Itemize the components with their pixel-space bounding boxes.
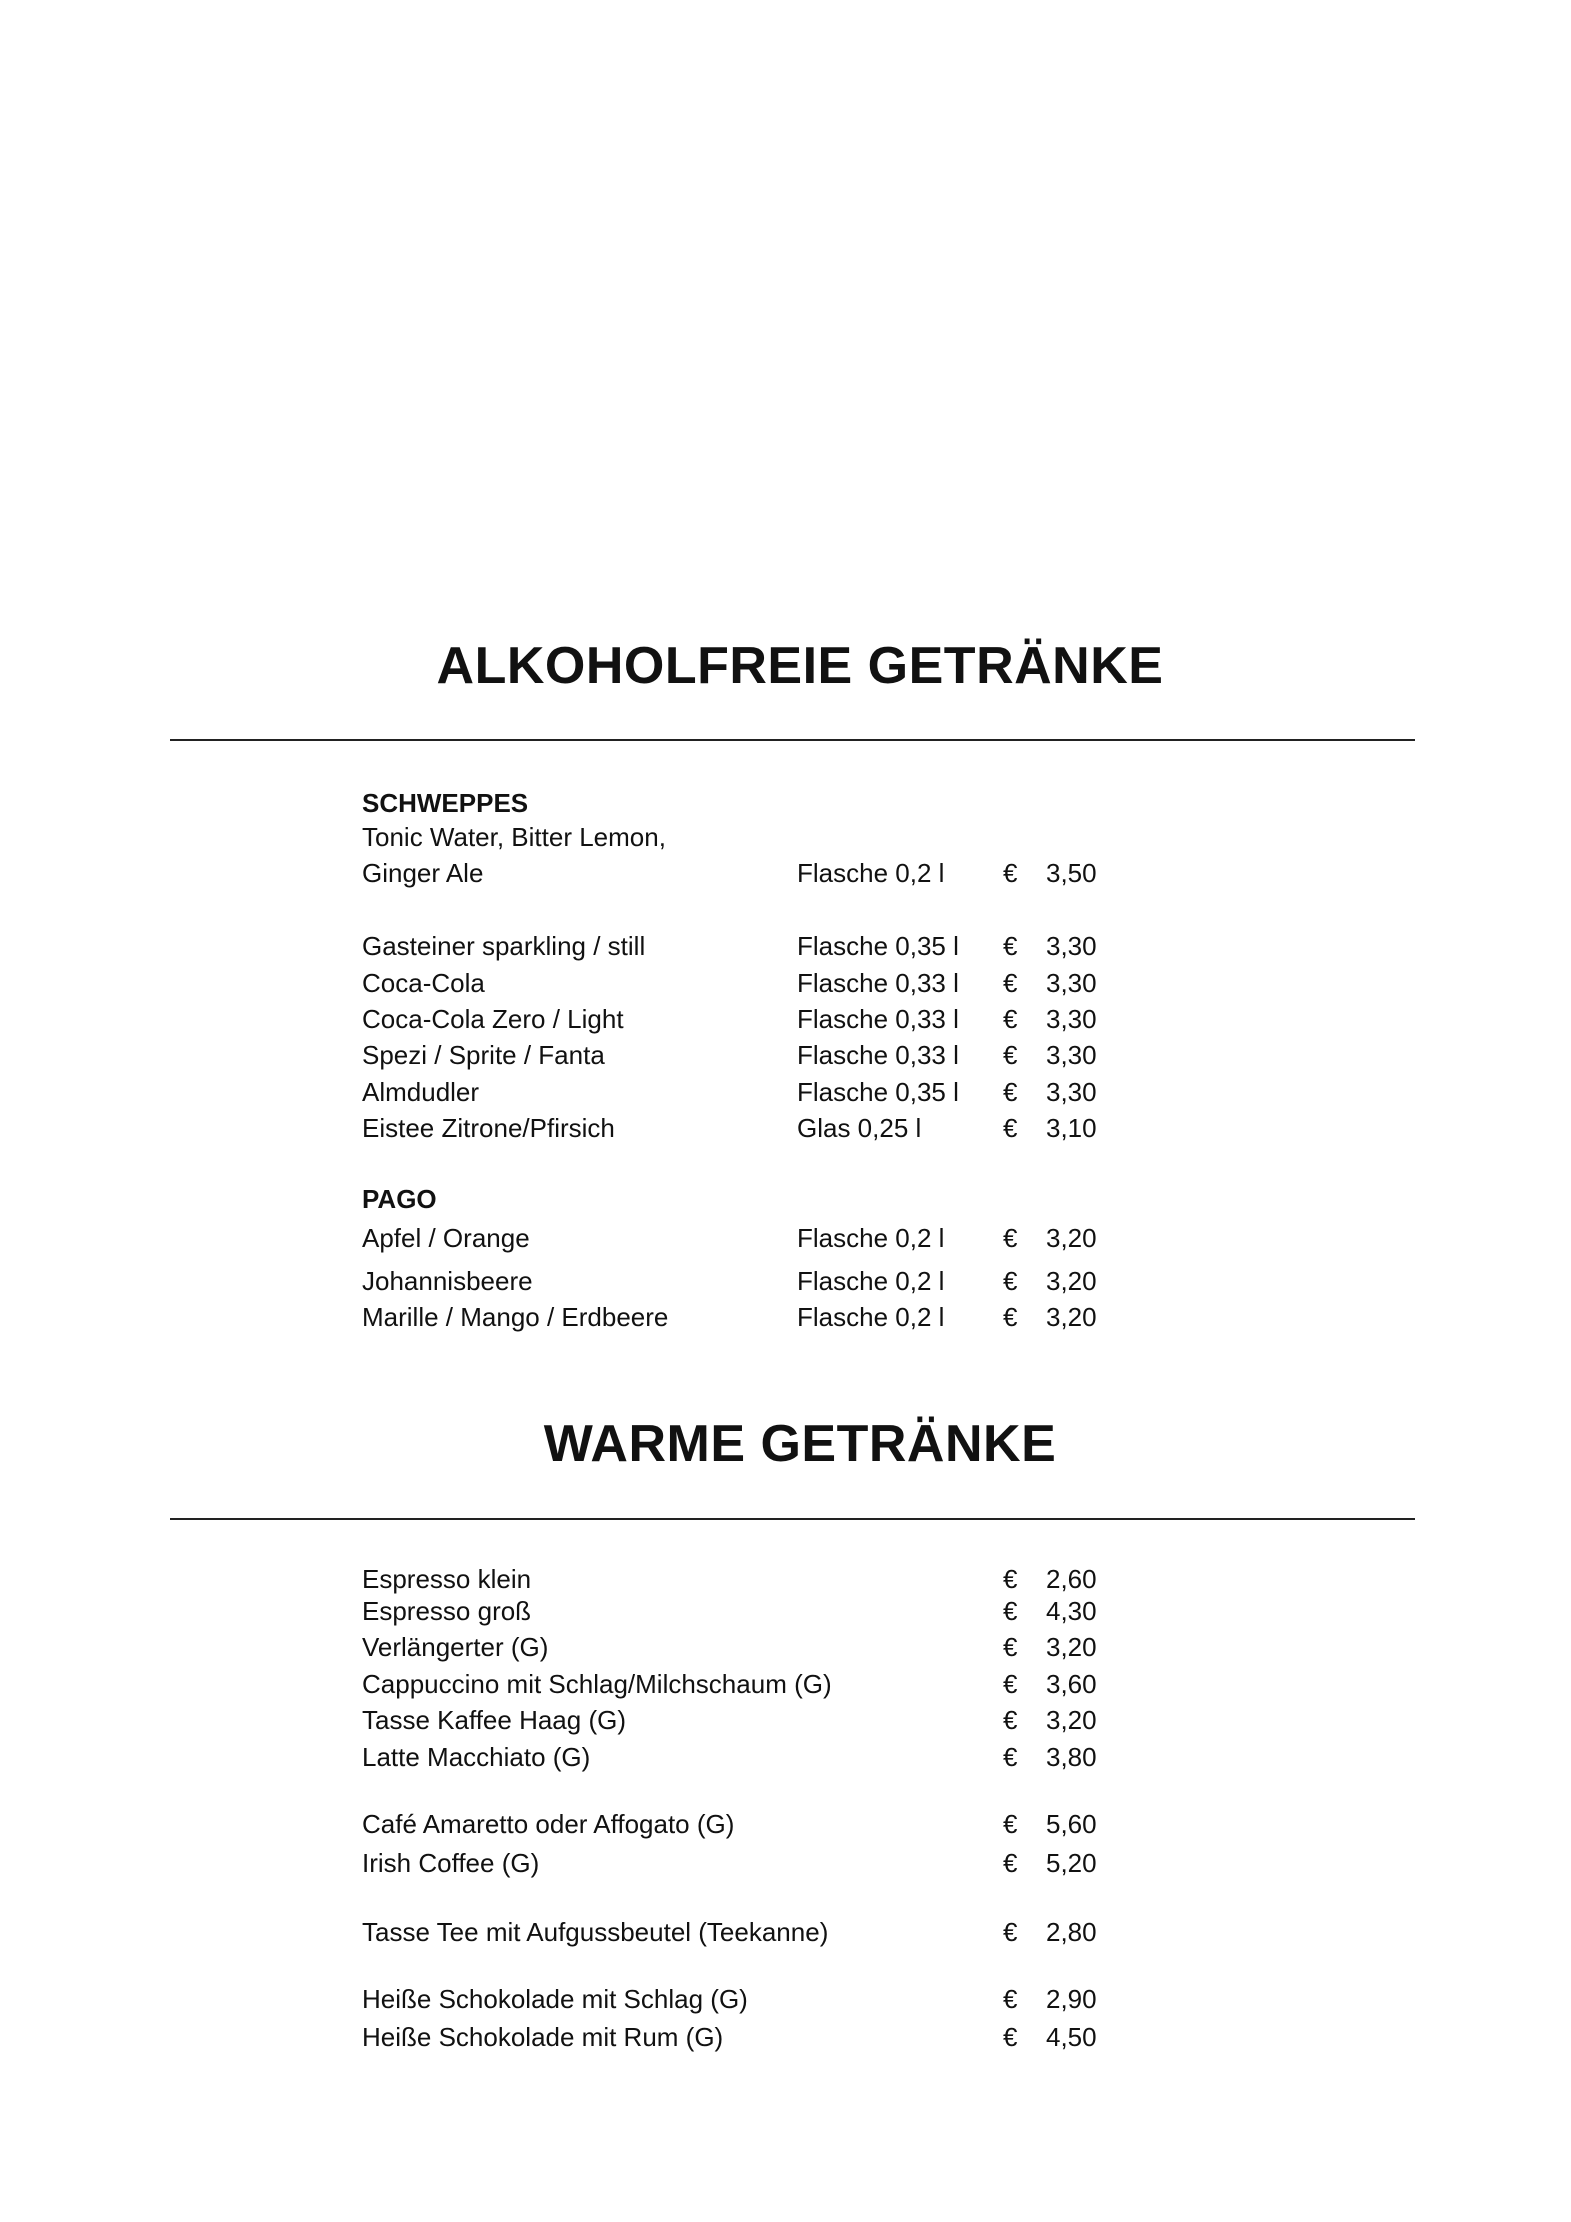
item-name: Apfel / Orange: [362, 1223, 530, 1253]
section-title-warm: WARME GETRÄNKE: [543, 1415, 1057, 1473]
item-name: Tasse Tee mit Aufgussbeutel (Teekanne): [362, 1917, 829, 1947]
item-name: Ginger Ale: [362, 858, 484, 888]
item-size: Flasche 0,2 l: [797, 1302, 945, 1332]
list-item: [0, 966, 1571, 1000]
item-price: 5,60: [1046, 1809, 1097, 1839]
item-price: 3,30: [1046, 1077, 1097, 1107]
item-name: Johannisbeere: [362, 1266, 533, 1296]
currency-symbol: €: [1003, 1040, 1018, 1070]
currency-symbol: €: [1003, 1742, 1018, 1772]
group-label-pago: PAGO: [362, 1184, 437, 1214]
item-price: 3,60: [1046, 1669, 1097, 1699]
currency-symbol: €: [1003, 1632, 1018, 1662]
item-name: Espresso groß: [362, 1596, 532, 1626]
list-item: [0, 1300, 1571, 1334]
item-name: Coca-Cola: [362, 968, 485, 998]
currency-symbol: €: [1003, 1705, 1018, 1735]
item-size: Flasche 0,2 l: [797, 1266, 945, 1296]
item-size: Flasche 0,33 l: [797, 1040, 959, 1070]
currency-symbol: €: [1003, 931, 1018, 961]
section-title-alkoholfrei: ALKOHOLFREIE GETRÄNKE: [436, 637, 1164, 695]
list-item: [0, 1562, 1571, 1596]
item-price: 3,20: [1046, 1632, 1097, 1662]
list-item: [0, 1667, 1571, 1701]
currency-symbol: €: [1003, 1302, 1018, 1332]
item-size: Flasche 0,33 l: [797, 1004, 959, 1034]
item-price: 2,60: [1046, 1564, 1097, 1594]
item-price: 2,80: [1046, 1917, 1097, 1947]
divider-alkoholfrei: [170, 739, 1415, 741]
list-item: [0, 1807, 1571, 1841]
item-price: 3,20: [1046, 1302, 1097, 1332]
currency-symbol: €: [1003, 1113, 1018, 1143]
item-name: Verlängerter (G): [362, 1632, 549, 1662]
list-item: [0, 856, 1571, 890]
item-name: Heiße Schokolade mit Rum (G): [362, 2022, 724, 2052]
item-price: 2,90: [1046, 1984, 1097, 2014]
list-item: [0, 1075, 1571, 1109]
list-item: [0, 929, 1571, 963]
item-price: 3,30: [1046, 931, 1097, 961]
group-label-schweppes: SCHWEPPES: [362, 788, 529, 818]
list-item: [0, 1264, 1571, 1298]
item-size: Flasche 0,35 l: [797, 931, 959, 961]
item-size: Flasche 0,35 l: [797, 1077, 959, 1107]
currency-symbol: €: [1003, 1004, 1018, 1034]
list-item: [0, 1111, 1571, 1145]
list-item: [0, 1221, 1571, 1255]
currency-symbol: €: [1003, 1223, 1018, 1253]
item-size: Flasche 0,2 l: [797, 858, 945, 888]
currency-symbol: €: [1003, 1809, 1018, 1839]
currency-symbol: €: [1003, 1564, 1018, 1594]
item-name: Cappuccino mit Schlag/Milchschaum (G): [362, 1669, 832, 1699]
item-name: Spezi / Sprite / Fanta: [362, 1040, 605, 1070]
list-item: [0, 2020, 1571, 2054]
item-price: 3,30: [1046, 1040, 1097, 1070]
currency-symbol: €: [1003, 858, 1018, 888]
item-price: 3,20: [1046, 1266, 1097, 1296]
item-price: 3,20: [1046, 1705, 1097, 1735]
item-size: Glas 0,25 l: [797, 1113, 922, 1143]
item-name: Heiße Schokolade mit Schlag (G): [362, 1984, 748, 2014]
item-name: Irish Coffee (G): [362, 1848, 540, 1878]
item-price: 3,20: [1046, 1223, 1097, 1253]
item-price: 5,20: [1046, 1848, 1097, 1878]
item-name: Marille / Mango / Erdbeere: [362, 1302, 669, 1332]
item-name: Gasteiner sparkling / still: [362, 931, 646, 961]
divider-warm: [170, 1518, 1415, 1520]
list-item: [0, 1915, 1571, 1949]
currency-symbol: €: [1003, 968, 1018, 998]
list-item: [0, 1038, 1571, 1072]
item-price: 3,30: [1046, 1004, 1097, 1034]
currency-symbol: €: [1003, 1077, 1018, 1107]
item-size: Flasche 0,2 l: [797, 1223, 945, 1253]
item-price: 3,50: [1046, 858, 1097, 888]
item-name: Espresso klein: [362, 1564, 532, 1594]
item-name: Coca-Cola Zero / Light: [362, 1004, 624, 1034]
list-item: [0, 1982, 1571, 2016]
currency-symbol: €: [1003, 1669, 1018, 1699]
list-item: [0, 1002, 1571, 1036]
currency-symbol: €: [1003, 1596, 1018, 1626]
list-item: [0, 1703, 1571, 1737]
item-price: 4,30: [1046, 1596, 1097, 1626]
list-item: [0, 1594, 1571, 1628]
list-item: [0, 820, 1571, 854]
currency-symbol: €: [1003, 1266, 1018, 1296]
item-size: Flasche 0,33 l: [797, 968, 959, 998]
currency-symbol: €: [1003, 1848, 1018, 1878]
currency-symbol: €: [1003, 2022, 1018, 2052]
item-price: 3,10: [1046, 1113, 1097, 1143]
item-price: 3,30: [1046, 968, 1097, 998]
item-name: Café Amaretto oder Affogato (G): [362, 1809, 735, 1839]
item-name: Tonic Water, Bitter Lemon,: [362, 822, 666, 852]
currency-symbol: €: [1003, 1984, 1018, 2014]
item-name: Tasse Kaffee Haag (G): [362, 1705, 626, 1735]
item-price: 4,50: [1046, 2022, 1097, 2052]
item-price: 3,80: [1046, 1742, 1097, 1772]
list-item: [0, 1740, 1571, 1774]
list-item: [0, 1846, 1571, 1880]
item-name: Almdudler: [362, 1077, 480, 1107]
item-name: Eistee Zitrone/Pfirsich: [362, 1113, 615, 1143]
list-item: [0, 1630, 1571, 1664]
currency-symbol: €: [1003, 1917, 1018, 1947]
item-name: Latte Macchiato (G): [362, 1742, 591, 1772]
